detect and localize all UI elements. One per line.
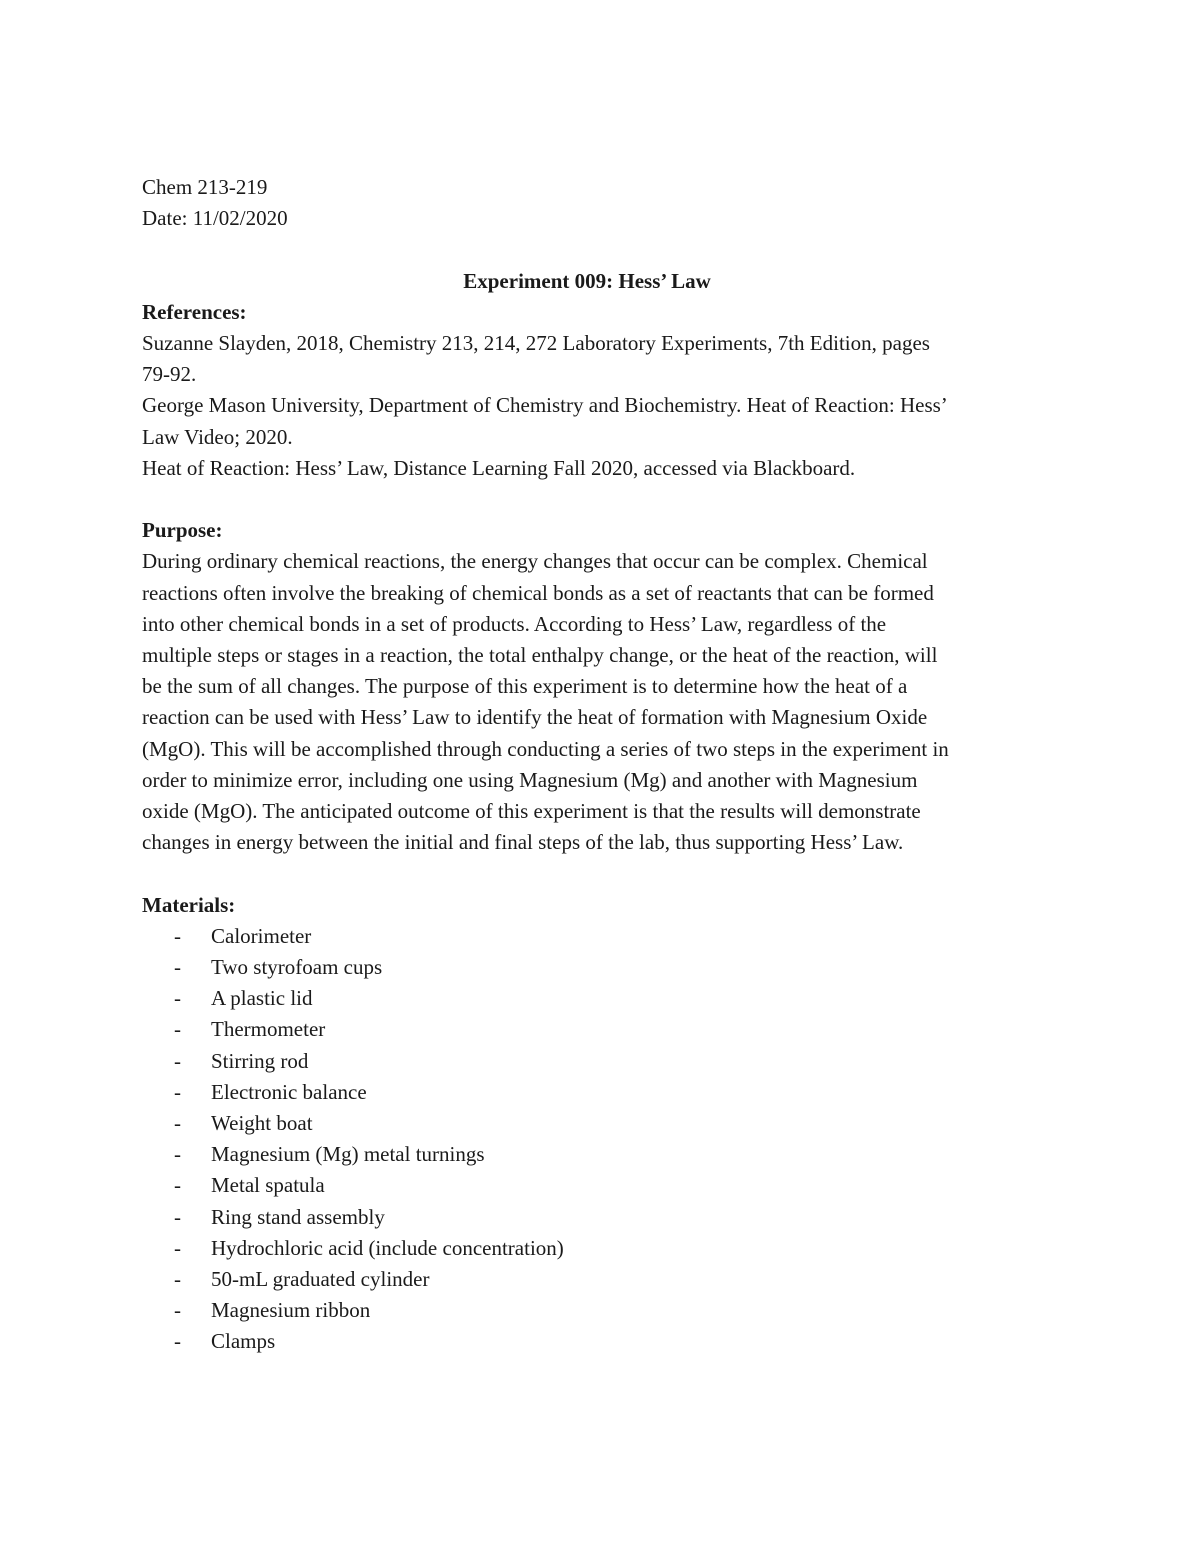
list-item bbox=[142, 1046, 1062, 1077]
list-item bbox=[142, 1326, 1062, 1357]
bullet-dash: - bbox=[174, 955, 181, 980]
material-label: 50-mL graduated cylinder bbox=[211, 1267, 430, 1292]
material-label: Stirring rod bbox=[211, 1048, 309, 1073]
reference-line: Law Video; 2020. bbox=[142, 424, 293, 449]
bullet-dash: - bbox=[174, 1017, 181, 1042]
bullet-dash: - bbox=[174, 986, 181, 1011]
bullet-dash: - bbox=[174, 1173, 181, 1198]
materials-list bbox=[142, 921, 1062, 1358]
document-title: Experiment 009: Hess’ Law bbox=[463, 268, 711, 293]
list-item bbox=[142, 1014, 1062, 1045]
bullet-dash: - bbox=[174, 1204, 181, 1229]
list-item bbox=[142, 1139, 1062, 1170]
spacer bbox=[142, 234, 1062, 265]
date-line: Date: 11/02/2020 bbox=[142, 206, 288, 231]
reference-line: Heat of Reaction: Hess’ Law, Distance Learning Fall 2020, accessed via Blackboard. bbox=[142, 455, 856, 480]
material-label: Thermometer bbox=[211, 1017, 326, 1042]
bullet-dash: - bbox=[174, 1267, 181, 1292]
spacer bbox=[142, 858, 1062, 889]
reference-line: 79-92. bbox=[142, 362, 197, 387]
list-item bbox=[142, 1077, 1062, 1108]
purpose-line: order to minimize error, including one using Magnesium (Mg) and another with Magnesium bbox=[142, 767, 918, 792]
spacer bbox=[142, 484, 1062, 515]
material-label: A plastic lid bbox=[211, 986, 313, 1011]
purpose-paragraph bbox=[142, 546, 1062, 858]
list-item bbox=[142, 1233, 1062, 1264]
purpose-line: into other chemical bonds in a set of products. According to Hess’ Law, regardless of the bbox=[142, 611, 887, 636]
bullet-dash: - bbox=[174, 1235, 181, 1260]
material-label: Magnesium (Mg) metal turnings bbox=[211, 1142, 485, 1167]
bullet-dash: - bbox=[174, 1142, 181, 1167]
references-list bbox=[142, 328, 1062, 484]
bullet-dash: - bbox=[174, 1298, 181, 1323]
purpose-line: be the sum of all changes. The purpose of this experiment is to determine how the heat of a bbox=[142, 674, 908, 699]
list-item bbox=[142, 1108, 1062, 1139]
bullet-dash: - bbox=[174, 923, 181, 948]
bullet-dash: - bbox=[174, 1329, 181, 1354]
bullet-dash: - bbox=[174, 1111, 181, 1136]
list-item bbox=[142, 952, 1062, 983]
purpose-line: multiple steps or stages in a reaction, the total enthalpy change, or the heat of the reaction, will bbox=[142, 643, 938, 668]
list-item bbox=[142, 1264, 1062, 1295]
material-label: Two styrofoam cups bbox=[211, 955, 383, 980]
purpose-line: reaction can be used with Hess’ Law to identify the heat of formation with Magnesium Oxide bbox=[142, 705, 928, 730]
list-item bbox=[142, 983, 1062, 1014]
material-label: Calorimeter bbox=[211, 923, 312, 948]
list-item bbox=[142, 1295, 1062, 1326]
purpose-heading: Purpose: bbox=[142, 518, 223, 543]
course-line: Chem 213-219 bbox=[142, 175, 268, 199]
list-item bbox=[142, 1202, 1062, 1233]
list-item bbox=[142, 921, 1062, 952]
material-label: Ring stand assembly bbox=[211, 1204, 385, 1229]
material-label: Magnesium ribbon bbox=[211, 1298, 371, 1323]
purpose-line: changes in energy between the initial and final steps of the lab, thus supporting Hess’ Law. bbox=[142, 830, 904, 855]
bullet-dash: - bbox=[174, 1048, 181, 1073]
references-heading: References: bbox=[142, 299, 247, 324]
reference-line: George Mason University, Department of Chemistry and Biochemistry. Heat of Reaction: Hess’ bbox=[142, 393, 948, 418]
purpose-line: reactions often involve the breaking of chemical bonds as a set of reactants that can be formed bbox=[142, 580, 934, 605]
material-label: Clamps bbox=[211, 1329, 276, 1354]
purpose-line: oxide (MgO). The anticipated outcome of this experiment is that the results will demonstrate bbox=[142, 799, 921, 824]
material-label: Weight boat bbox=[211, 1111, 313, 1136]
purpose-line: During ordinary chemical reactions, the energy changes that occur can be complex. Chemical bbox=[142, 549, 928, 574]
materials-heading: Materials: bbox=[142, 892, 236, 917]
reference-line: Suzanne Slayden, 2018, Chemistry 213, 214, 272 Laboratory Experiments, 7th Edition, pages bbox=[142, 331, 930, 355]
material-label: Metal spatula bbox=[211, 1173, 325, 1198]
purpose-line: (MgO). This will be accomplished through conducting a series of two steps in the experiment in bbox=[142, 736, 949, 761]
material-label: Electronic balance bbox=[211, 1079, 367, 1104]
bullet-dash: - bbox=[174, 1079, 181, 1104]
list-item bbox=[142, 1170, 1062, 1201]
material-label: Hydrochloric acid (include concentration) bbox=[211, 1235, 564, 1260]
document-page bbox=[142, 172, 1062, 1358]
